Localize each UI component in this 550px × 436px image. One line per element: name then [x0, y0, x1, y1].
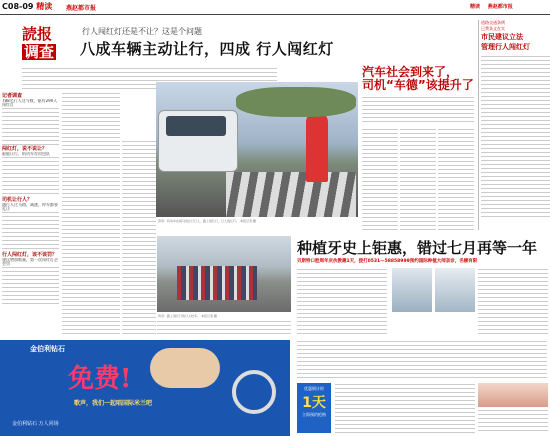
trees — [236, 87, 356, 117]
jewelry-ad — [0, 340, 290, 436]
jewelry-brand: 金伯利钻石 — [30, 345, 65, 353]
countdown-cta: 立即预约抢购 — [302, 412, 326, 417]
logo-line2: 调查 — [24, 43, 55, 61]
commentary-col-3 — [438, 128, 474, 230]
logo-line1: 読报 — [22, 25, 53, 43]
commentary — [362, 66, 474, 92]
subhead-1: 记者调查 — [2, 93, 23, 99]
dental-photo-2 — [435, 268, 475, 312]
subhead-2: 闯红灯，说不说让？ — [2, 146, 48, 152]
commentary-col-2 — [400, 128, 436, 230]
text-block — [2, 107, 59, 145]
text-block — [2, 156, 59, 196]
dental-ad-subhead: 贝斯特口腔周年庆伙教趣1天，拨打0531—58858999预约国际种植大师亲诊，名额有限 — [297, 259, 478, 264]
jewelry-tagline: 歌声，我们一起唱国际米兰吧 — [74, 400, 153, 407]
dental-ad-text-4 — [335, 383, 475, 433]
bottom-text-3 — [157, 320, 291, 336]
people-crowd — [177, 266, 257, 300]
bottom-text-1 — [62, 236, 120, 334]
newspaper-brand: 燕赵都市报 — [66, 5, 97, 12]
hands-image — [150, 348, 220, 388]
dental-ad-headline: 种植牙史上钜惠，错过七月再等一年 — [297, 239, 538, 257]
text-block — [2, 211, 59, 251]
jewelry-note: 金伯利钻石 万人同场 — [12, 421, 59, 427]
pedestrian — [306, 112, 328, 182]
right-sidebar — [478, 20, 550, 230]
jewelry-big-text: 免费! — [68, 364, 132, 394]
ring-image — [232, 370, 276, 414]
subhead-2-line: 驱能让行，机动车存由包队 — [2, 152, 50, 156]
sidebar-headline-1: 市民建议立法 — [481, 33, 523, 41]
sidebar-tag-1: 道路交通条例 — [481, 20, 505, 25]
sidebar-headline-2: 管理行人闯红灯 — [481, 43, 530, 51]
second-photo — [157, 236, 291, 312]
subhead-1-line: 788名行人这与数，驱有290人闯红灯 — [2, 99, 58, 107]
photo2-caption: 资讯：路上闯红灯的行人较多。 本报记者 摄 — [158, 314, 217, 318]
countdown-label: 优惠倒计时 — [304, 386, 324, 391]
subhead-3-line: 遇行人过马路，减速，停车都要礼让 — [2, 203, 58, 211]
commentary-col-1 — [362, 128, 398, 230]
commentary-headline-1: 汽车社会到来了， — [362, 65, 459, 79]
right-brand: 燕赵都市报 — [487, 4, 513, 10]
main-photo — [156, 82, 358, 217]
section-number: C08-09 — [2, 2, 34, 11]
dental-photo-1 — [392, 268, 432, 312]
crosswalk-stripes — [226, 172, 356, 217]
photo1-caption: 资讯：机动车在斑马线让行行人，路上闯红灯，行人闯红灯。 本报记者 摄 — [158, 219, 256, 223]
sidebar-tag-2: 已费条文在实 — [481, 26, 505, 31]
sidebar-text — [481, 55, 550, 220]
dental-ad-text-3 — [297, 340, 547, 380]
subhead-4-line: 建议增加数量，第一次闯红灯企会罚 — [2, 258, 58, 266]
bottom-text-2 — [122, 236, 156, 334]
text-block — [2, 266, 59, 306]
left-column — [2, 92, 59, 332]
dental-teeth-image — [478, 383, 548, 407]
dental-ad-text-1 — [297, 268, 387, 334]
right-header — [470, 3, 513, 10]
commentary-intro — [362, 96, 474, 124]
dental-countdown-box — [297, 383, 331, 433]
dental-ad-text-5 — [478, 409, 548, 433]
section-title: 精读 — [36, 2, 53, 11]
commentary-headline-2: 司机“车德”该提升了 — [362, 78, 474, 92]
story-kicker: 行人闯红灯还是不让？这是个问题 — [82, 27, 202, 36]
right-section-title: 精读 — [470, 4, 481, 10]
section-tag — [2, 1, 52, 12]
column-logo — [22, 26, 62, 60]
dental-ad-text-2 — [478, 268, 548, 334]
subhead-3: 司机让行人？ — [2, 197, 33, 203]
story-headline: 八成车辆主动让行，四成 行人闯红灯 — [80, 40, 334, 58]
subhead-4: 行人闯红灯，该不该罚？ — [2, 252, 58, 258]
car-window — [166, 116, 226, 136]
countdown-days: 1天 — [302, 395, 326, 411]
